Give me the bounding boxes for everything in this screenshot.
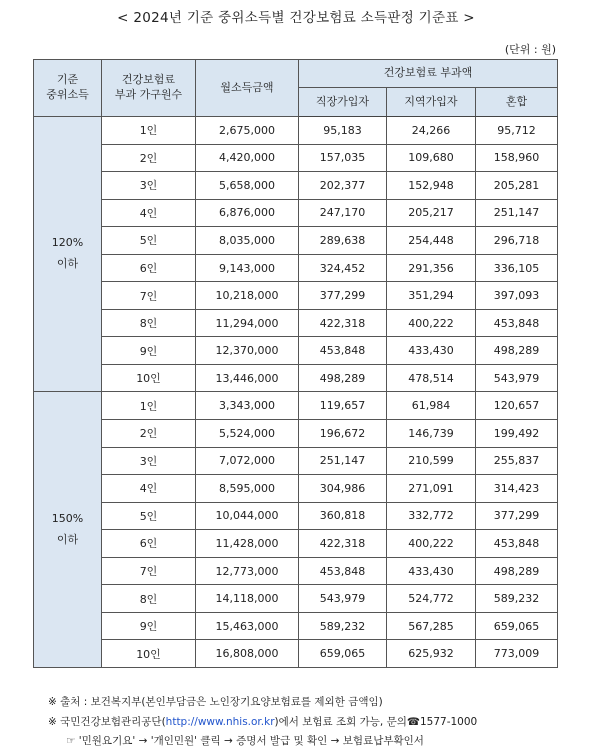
cell-mixed: 498,289 xyxy=(476,557,558,585)
group-150 xyxy=(34,392,558,667)
cell-employee: 422,318 xyxy=(299,530,387,558)
cell-regional: 433,430 xyxy=(387,337,476,365)
group-120 xyxy=(34,117,558,392)
cell-employee: 202,377 xyxy=(299,172,387,200)
header-median-income xyxy=(34,60,102,117)
cell-employee: 157,035 xyxy=(299,144,387,172)
cell-members: 2인 xyxy=(102,420,196,448)
cell-income: 12,773,000 xyxy=(196,557,299,585)
cell-employee: 659,065 xyxy=(299,640,387,668)
cell-regional: 271,091 xyxy=(387,475,476,503)
cell-mixed: 314,423 xyxy=(476,475,558,503)
group-label xyxy=(34,392,102,667)
income-criteria-table xyxy=(33,59,558,668)
cell-mixed: 453,848 xyxy=(476,309,558,337)
table-row xyxy=(34,392,558,420)
cell-income: 7,072,000 xyxy=(196,447,299,475)
cell-mixed: 773,009 xyxy=(476,640,558,668)
cell-income: 5,658,000 xyxy=(196,172,299,200)
header-median-income-line1: 기준 xyxy=(56,73,79,87)
cell-employee: 289,638 xyxy=(299,227,387,255)
header-mixed: 혼합 xyxy=(476,88,558,117)
cell-mixed: 659,065 xyxy=(476,612,558,640)
source-note: ※ 출처 : 보건복지부(본인부담금은 노인장기요양보험료를 제외한 금액임) xyxy=(48,696,383,708)
cell-mixed: 589,232 xyxy=(476,585,558,613)
cell-mixed: 453,848 xyxy=(476,530,558,558)
cell-members: 1인 xyxy=(102,392,196,420)
cell-employee: 498,289 xyxy=(299,364,387,392)
group-label xyxy=(34,117,102,392)
table-row xyxy=(34,172,558,200)
table-row xyxy=(34,117,558,145)
table-row xyxy=(34,557,558,585)
cell-employee: 360,818 xyxy=(299,502,387,530)
cell-employee: 543,979 xyxy=(299,585,387,613)
cell-mixed: 296,718 xyxy=(476,227,558,255)
cell-employee: 422,318 xyxy=(299,309,387,337)
cell-income: 10,044,000 xyxy=(196,502,299,530)
cell-members: 5인 xyxy=(102,502,196,530)
group-label-line1: 150% xyxy=(51,511,84,525)
cell-income: 5,524,000 xyxy=(196,420,299,448)
header-premium: 건강보험료 부과액 xyxy=(299,60,558,88)
table-row xyxy=(34,199,558,227)
cell-regional: 109,680 xyxy=(387,144,476,172)
cell-regional: 524,772 xyxy=(387,585,476,613)
cell-members: 10인 xyxy=(102,640,196,668)
cell-mixed: 543,979 xyxy=(476,364,558,392)
table-row xyxy=(34,502,558,530)
cell-income: 10,218,000 xyxy=(196,282,299,310)
table-row xyxy=(34,309,558,337)
page-title: < 2024년 기준 중위소득별 건강보험료 소득판정 기준표 > xyxy=(117,10,475,26)
cell-employee: 324,452 xyxy=(299,254,387,282)
cell-regional: 400,222 xyxy=(387,309,476,337)
cell-income: 11,294,000 xyxy=(196,309,299,337)
cell-income: 16,808,000 xyxy=(196,640,299,668)
cell-regional: 291,356 xyxy=(387,254,476,282)
cell-employee: 196,672 xyxy=(299,420,387,448)
cell-mixed: 397,093 xyxy=(476,282,558,310)
path-note: ☞ '민원요기요' → '개인민원' 클릭 → 증명서 발급 및 확인 → 보험료납부확인서 xyxy=(66,735,424,747)
cell-employee: 589,232 xyxy=(299,612,387,640)
cell-regional: 61,984 xyxy=(387,392,476,420)
cell-employee: 377,299 xyxy=(299,282,387,310)
cell-members: 2인 xyxy=(102,144,196,172)
cell-income: 15,463,000 xyxy=(196,612,299,640)
cell-employee: 119,657 xyxy=(299,392,387,420)
group-label-line2: 이하 xyxy=(56,257,79,271)
unit-label: (단위 : 원) xyxy=(504,43,556,56)
table-row xyxy=(34,447,558,475)
cell-members: 6인 xyxy=(102,254,196,282)
nhis-link[interactable]: http://www.nhis.or.kr xyxy=(165,716,275,728)
cell-regional: 152,948 xyxy=(387,172,476,200)
cell-regional: 332,772 xyxy=(387,502,476,530)
cell-regional: 254,448 xyxy=(387,227,476,255)
table-row xyxy=(34,585,558,613)
cell-regional: 205,217 xyxy=(387,199,476,227)
cell-regional: 400,222 xyxy=(387,530,476,558)
cell-income: 9,143,000 xyxy=(196,254,299,282)
nhis-note-prefix: ※ 국민건강보험관리공단( xyxy=(48,716,166,728)
cell-members: 4인 xyxy=(102,475,196,503)
cell-regional: 625,932 xyxy=(387,640,476,668)
cell-mixed: 199,492 xyxy=(476,420,558,448)
table-row xyxy=(34,144,558,172)
cell-regional: 351,294 xyxy=(387,282,476,310)
table-row xyxy=(34,612,558,640)
cell-mixed: 251,147 xyxy=(476,199,558,227)
header-household-line2: 부과 가구원수 xyxy=(114,88,183,101)
cell-mixed: 95,712 xyxy=(476,117,558,145)
cell-mixed: 336,105 xyxy=(476,254,558,282)
table-row xyxy=(34,337,558,365)
nhis-note xyxy=(48,714,477,729)
cell-mixed: 498,289 xyxy=(476,337,558,365)
table-row xyxy=(34,640,558,668)
header-employee: 직장가입자 xyxy=(299,88,387,117)
cell-employee: 304,986 xyxy=(299,475,387,503)
cell-regional: 210,599 xyxy=(387,447,476,475)
cell-regional: 24,266 xyxy=(387,117,476,145)
header-household-line1: 건강보험료 xyxy=(121,73,176,87)
table-row xyxy=(34,475,558,503)
table-row xyxy=(34,254,558,282)
cell-mixed: 255,837 xyxy=(476,447,558,475)
cell-income: 12,370,000 xyxy=(196,337,299,365)
header-regional: 지역가입자 xyxy=(387,88,476,117)
cell-income: 4,420,000 xyxy=(196,144,299,172)
cell-members: 4인 xyxy=(102,199,196,227)
cell-employee: 247,170 xyxy=(299,199,387,227)
cell-employee: 453,848 xyxy=(299,557,387,585)
table-row xyxy=(34,420,558,448)
cell-regional: 433,430 xyxy=(387,557,476,585)
cell-income: 8,595,000 xyxy=(196,475,299,503)
cell-income: 3,343,000 xyxy=(196,392,299,420)
cell-employee: 453,848 xyxy=(299,337,387,365)
cell-income: 6,876,000 xyxy=(196,199,299,227)
cell-members: 10인 xyxy=(102,364,196,392)
table-row xyxy=(34,364,558,392)
header-median-income-line2: 중위소득 xyxy=(46,88,89,101)
cell-income: 14,118,000 xyxy=(196,585,299,613)
cell-regional: 146,739 xyxy=(387,420,476,448)
cell-income: 8,035,000 xyxy=(196,227,299,255)
table-row xyxy=(34,530,558,558)
cell-mixed: 377,299 xyxy=(476,502,558,530)
cell-regional: 567,285 xyxy=(387,612,476,640)
group-label-line1: 120% xyxy=(51,236,84,250)
cell-income: 11,428,000 xyxy=(196,530,299,558)
cell-mixed: 205,281 xyxy=(476,172,558,200)
cell-members: 6인 xyxy=(102,530,196,558)
cell-income: 13,446,000 xyxy=(196,364,299,392)
cell-members: 1인 xyxy=(102,117,196,145)
cell-employee: 251,147 xyxy=(299,447,387,475)
nhis-note-suffix: )에서 보험료 조회 가능, 문의☎1577-1000 xyxy=(274,716,478,728)
cell-members: 9인 xyxy=(102,337,196,365)
cell-members: 8인 xyxy=(102,585,196,613)
cell-regional: 478,514 xyxy=(387,364,476,392)
header-household-members xyxy=(102,60,196,117)
table-row xyxy=(34,282,558,310)
table-row xyxy=(34,227,558,255)
cell-mixed: 158,960 xyxy=(476,144,558,172)
cell-members: 9인 xyxy=(102,612,196,640)
cell-employee: 95,183 xyxy=(299,117,387,145)
cell-members: 3인 xyxy=(102,447,196,475)
header-monthly-income: 월소득금액 xyxy=(196,60,299,117)
cell-income: 2,675,000 xyxy=(196,117,299,145)
cell-members: 7인 xyxy=(102,557,196,585)
cell-mixed: 120,657 xyxy=(476,392,558,420)
cell-members: 3인 xyxy=(102,172,196,200)
cell-members: 8인 xyxy=(102,309,196,337)
cell-members: 7인 xyxy=(102,282,196,310)
cell-members: 5인 xyxy=(102,227,196,255)
group-label-line2: 이하 xyxy=(56,532,79,546)
